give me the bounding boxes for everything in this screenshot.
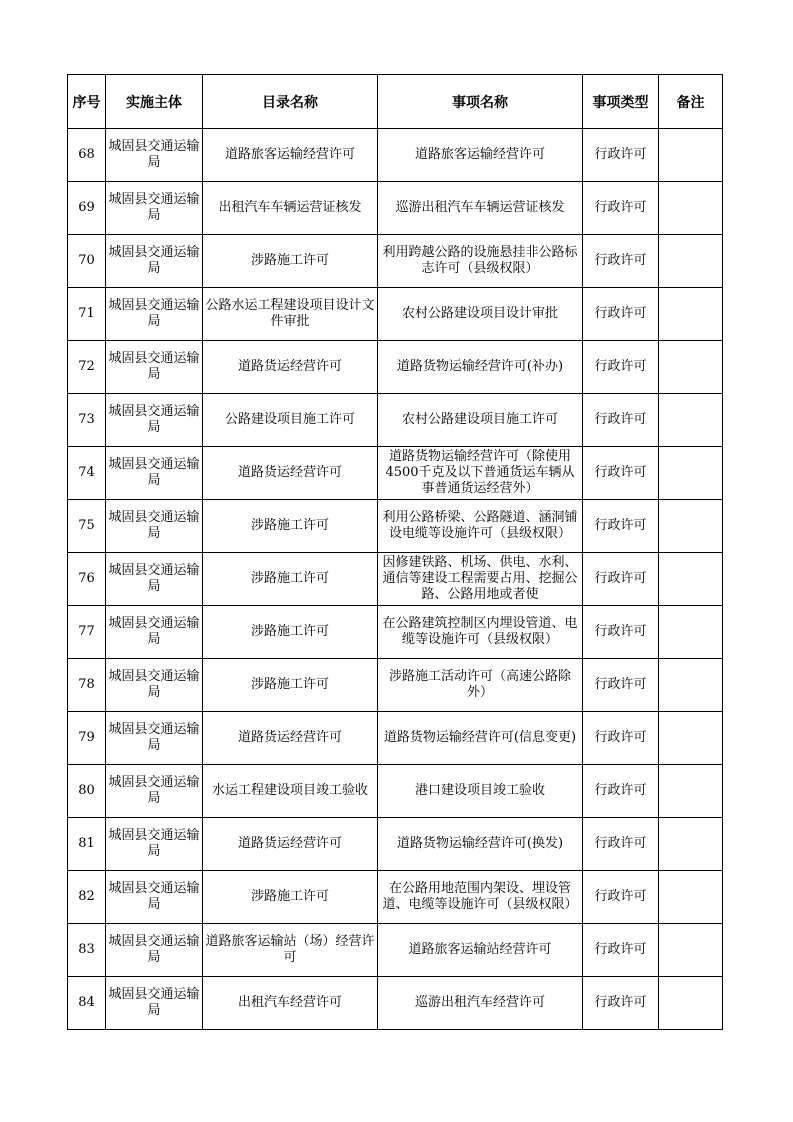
table-row xyxy=(68,129,723,182)
cell-implementing-body-text: 城固县交通运输局 xyxy=(108,616,200,647)
cell-catalog-name xyxy=(203,818,378,871)
cell-item-type-text: 行政许可 xyxy=(594,147,647,162)
cell-index xyxy=(68,818,106,871)
cell-catalog-name-text: 出租汽车经营许可 xyxy=(237,995,342,1010)
cell-implementing-body-text: 城固县交通运输局 xyxy=(108,987,200,1018)
cell-item-type xyxy=(583,606,659,659)
header-remarks: 备注 xyxy=(659,75,723,129)
cell-item-type-text: 行政许可 xyxy=(594,730,647,745)
cell-catalog-name xyxy=(203,235,378,288)
cell-remarks xyxy=(659,659,723,712)
table-row xyxy=(68,712,723,765)
cell-index-text: 80 xyxy=(78,783,95,798)
cell-remarks xyxy=(659,235,723,288)
cell-index xyxy=(68,659,106,712)
cell-item-type-text: 行政许可 xyxy=(594,942,647,957)
cell-item-type xyxy=(583,712,659,765)
cell-item-type-text: 行政许可 xyxy=(594,889,647,904)
cell-remarks xyxy=(659,712,723,765)
cell-catalog-name-text: 公路建设项目施工许可 xyxy=(224,412,355,427)
cell-catalog-name-text: 涉路施工许可 xyxy=(250,253,329,268)
cell-catalog-name xyxy=(203,871,378,924)
cell-item-type-text: 行政许可 xyxy=(594,995,647,1010)
cell-item-type xyxy=(583,871,659,924)
cell-implementing-body xyxy=(106,553,203,606)
cell-remarks xyxy=(659,606,723,659)
cell-remarks xyxy=(659,129,723,182)
header-index: 序号 xyxy=(68,75,106,129)
cell-catalog-name xyxy=(203,606,378,659)
cell-remarks xyxy=(659,394,723,447)
cell-catalog-name-text: 道路旅客运输经营许可 xyxy=(224,147,355,162)
cell-item-type xyxy=(583,500,659,553)
header-catalog-name: 目录名称 xyxy=(203,75,378,129)
cell-catalog-name-text: 道路旅客运输站（场）经营许可 xyxy=(205,934,375,965)
table-header xyxy=(68,75,723,129)
cell-remarks xyxy=(659,182,723,235)
table-row xyxy=(68,871,723,924)
cell-item-name-text: 道路旅客运输经营许可 xyxy=(414,147,545,162)
cell-index xyxy=(68,606,106,659)
cell-index-text: 77 xyxy=(78,624,95,639)
cell-implementing-body xyxy=(106,924,203,977)
cell-item-type xyxy=(583,765,659,818)
cell-index-text: 72 xyxy=(78,359,95,374)
cell-index-text: 69 xyxy=(78,200,95,215)
cell-remarks xyxy=(659,447,723,500)
cell-item-name xyxy=(378,288,583,341)
cell-implementing-body-text: 城固县交通运输局 xyxy=(108,775,200,806)
header-item-type: 事项类型 xyxy=(583,75,659,129)
cell-item-type xyxy=(583,235,659,288)
cell-item-name-text: 道路货物运输经营许可(换发) xyxy=(396,836,564,851)
table-row xyxy=(68,447,723,500)
cell-item-name xyxy=(378,394,583,447)
cell-index-text: 79 xyxy=(78,730,95,745)
cell-item-type-text: 行政许可 xyxy=(594,836,647,851)
cell-index-text: 73 xyxy=(78,412,95,427)
cell-item-name xyxy=(378,235,583,288)
cell-implementing-body xyxy=(106,765,203,818)
cell-item-name-text: 利用跨越公路的设施悬挂非公路标志许可（县级权限） xyxy=(382,245,578,276)
cell-catalog-name-text: 水运工程建设项目竣工验收 xyxy=(211,783,368,798)
table-row xyxy=(68,553,723,606)
cell-remarks xyxy=(659,977,723,1030)
cell-item-name-text: 道路旅客运输站经营许可 xyxy=(408,942,552,957)
cell-index xyxy=(68,447,106,500)
cell-item-name xyxy=(378,447,583,500)
cell-item-type-text: 行政许可 xyxy=(594,359,647,374)
table-row xyxy=(68,341,723,394)
cell-index-text: 74 xyxy=(78,465,95,480)
cell-index xyxy=(68,712,106,765)
cell-catalog-name-text: 道路货运经营许可 xyxy=(237,359,342,374)
table-row xyxy=(68,182,723,235)
cell-index xyxy=(68,182,106,235)
table-body xyxy=(68,129,723,1030)
cell-item-type-text: 行政许可 xyxy=(594,306,647,321)
cell-index xyxy=(68,924,106,977)
cell-implementing-body xyxy=(106,818,203,871)
cell-item-type xyxy=(583,288,659,341)
cell-item-type xyxy=(583,659,659,712)
cell-index-text: 70 xyxy=(78,253,95,268)
cell-index xyxy=(68,341,106,394)
cell-catalog-name xyxy=(203,447,378,500)
cell-index xyxy=(68,235,106,288)
cell-item-name-text: 在公路建筑控制区内埋设管道、电缆等设施许可（县级权限） xyxy=(382,616,578,647)
cell-item-name xyxy=(378,871,583,924)
cell-item-type xyxy=(583,129,659,182)
cell-item-type-text: 行政许可 xyxy=(594,571,647,586)
cell-index-text: 83 xyxy=(78,942,95,957)
cell-item-name xyxy=(378,765,583,818)
cell-item-name-text: 巡游出租汽车车辆运营证核发 xyxy=(395,200,565,215)
cell-catalog-name xyxy=(203,659,378,712)
cell-item-name xyxy=(378,659,583,712)
cell-item-name-text: 因修建铁路、机场、供电、水利、通信等建设工程需要占用、挖掘公路、公路用地或者使 xyxy=(382,555,578,602)
cell-implementing-body-text: 城固县交通运输局 xyxy=(108,881,200,912)
table-row xyxy=(68,235,723,288)
cell-item-name-text: 农村公路建设项目施工许可 xyxy=(401,412,558,427)
cell-implementing-body xyxy=(106,977,203,1030)
cell-catalog-name xyxy=(203,977,378,1030)
cell-remarks xyxy=(659,924,723,977)
table-row xyxy=(68,818,723,871)
cell-item-name xyxy=(378,341,583,394)
cell-catalog-name xyxy=(203,500,378,553)
cell-implementing-body xyxy=(106,235,203,288)
cell-item-name-text: 农村公路建设项目设计审批 xyxy=(401,306,558,321)
cell-catalog-name xyxy=(203,712,378,765)
table-row xyxy=(68,977,723,1030)
header-item-name: 事项名称 xyxy=(378,75,583,129)
cell-index-text: 76 xyxy=(78,571,95,586)
cell-implementing-body-text: 城固县交通运输局 xyxy=(108,457,200,488)
cell-catalog-name-text: 涉路施工许可 xyxy=(250,571,329,586)
cell-catalog-name-text: 道路货运经营许可 xyxy=(237,730,342,745)
header-row xyxy=(68,75,723,129)
cell-catalog-name-text: 涉路施工许可 xyxy=(250,624,329,639)
cell-item-name-text: 涉路施工活动许可（高速公路除外） xyxy=(388,669,571,700)
cell-remarks xyxy=(659,288,723,341)
cell-item-type-text: 行政许可 xyxy=(594,624,647,639)
cell-remarks xyxy=(659,765,723,818)
cell-implementing-body xyxy=(106,871,203,924)
cell-implementing-body xyxy=(106,606,203,659)
cell-index-text: 78 xyxy=(78,677,95,692)
cell-implementing-body xyxy=(106,341,203,394)
cell-item-type-text: 行政许可 xyxy=(594,412,647,427)
table-row xyxy=(68,924,723,977)
cell-remarks xyxy=(659,818,723,871)
cell-item-type xyxy=(583,394,659,447)
cell-catalog-name-text: 公路水运工程建设项目设计文件审批 xyxy=(205,298,375,329)
cell-implementing-body-text: 城固县交通运输局 xyxy=(108,934,200,965)
cell-implementing-body-text: 城固县交通运输局 xyxy=(108,563,200,594)
cell-item-type-text: 行政许可 xyxy=(594,465,647,480)
cell-index-text: 75 xyxy=(78,518,95,533)
cell-implementing-body-text: 城固县交通运输局 xyxy=(108,669,200,700)
items-table xyxy=(67,74,723,1030)
cell-index xyxy=(68,129,106,182)
cell-catalog-name-text: 道路货运经营许可 xyxy=(237,465,342,480)
cell-item-type xyxy=(583,341,659,394)
header-implementing-body: 实施主体 xyxy=(106,75,203,129)
cell-implementing-body-text: 城固县交通运输局 xyxy=(108,139,200,170)
cell-index xyxy=(68,553,106,606)
cell-item-name-text: 巡游出租汽车经营许可 xyxy=(414,995,545,1010)
cell-remarks xyxy=(659,341,723,394)
table-row xyxy=(68,606,723,659)
cell-item-name-text: 在公路用地范围内架设、埋设管道、电缆等设施许可（县级权限） xyxy=(382,881,578,912)
cell-catalog-name xyxy=(203,924,378,977)
cell-implementing-body xyxy=(106,129,203,182)
table-row xyxy=(68,394,723,447)
table-row xyxy=(68,288,723,341)
cell-index xyxy=(68,765,106,818)
cell-implementing-body-text: 城固县交通运输局 xyxy=(108,722,200,753)
cell-index xyxy=(68,500,106,553)
cell-catalog-name-text: 涉路施工许可 xyxy=(250,677,329,692)
cell-item-type-text: 行政许可 xyxy=(594,518,647,533)
cell-index xyxy=(68,394,106,447)
cell-implementing-body-text: 城固县交通运输局 xyxy=(108,828,200,859)
table-row xyxy=(68,765,723,818)
cell-item-type xyxy=(583,818,659,871)
cell-catalog-name xyxy=(203,765,378,818)
cell-remarks xyxy=(659,553,723,606)
cell-item-type-text: 行政许可 xyxy=(594,253,647,268)
cell-item-type-text: 行政许可 xyxy=(594,200,647,215)
cell-item-name-text: 利用公路桥梁、公路隧道、涵洞铺设电缆等设施许可（县级权限） xyxy=(382,510,578,541)
cell-implementing-body xyxy=(106,500,203,553)
cell-implementing-body-text: 城固县交通运输局 xyxy=(108,192,200,223)
cell-item-type xyxy=(583,977,659,1030)
cell-item-name xyxy=(378,606,583,659)
cell-index-text: 71 xyxy=(78,306,95,321)
cell-implementing-body-text: 城固县交通运输局 xyxy=(108,510,200,541)
cell-catalog-name-text: 涉路施工许可 xyxy=(250,518,329,533)
cell-implementing-body-text: 城固县交通运输局 xyxy=(108,404,200,435)
cell-implementing-body xyxy=(106,447,203,500)
cell-item-name xyxy=(378,818,583,871)
cell-item-name xyxy=(378,977,583,1030)
cell-implementing-body xyxy=(106,182,203,235)
cell-index-text: 81 xyxy=(78,836,95,851)
cell-item-name xyxy=(378,129,583,182)
cell-index-text: 68 xyxy=(78,147,95,162)
cell-item-type-text: 行政许可 xyxy=(594,677,647,692)
cell-item-name xyxy=(378,712,583,765)
cell-implementing-body xyxy=(106,712,203,765)
cell-implementing-body xyxy=(106,659,203,712)
cell-index xyxy=(68,288,106,341)
cell-catalog-name-text: 涉路施工许可 xyxy=(250,889,329,904)
cell-item-type xyxy=(583,553,659,606)
table-row xyxy=(68,659,723,712)
cell-catalog-name xyxy=(203,288,378,341)
table-row xyxy=(68,500,723,553)
cell-index-text: 82 xyxy=(78,889,95,904)
cell-item-name-text: 道路货物运输经营许可(补办) xyxy=(396,359,564,374)
cell-index xyxy=(68,871,106,924)
cell-implementing-body xyxy=(106,288,203,341)
cell-item-type xyxy=(583,182,659,235)
cell-catalog-name-text: 道路货运经营许可 xyxy=(237,836,342,851)
cell-item-type xyxy=(583,924,659,977)
cell-item-type-text: 行政许可 xyxy=(594,783,647,798)
cell-item-name xyxy=(378,500,583,553)
cell-item-name xyxy=(378,924,583,977)
cell-item-type xyxy=(583,447,659,500)
cell-catalog-name-text: 出租汽车车辆运营证核发 xyxy=(218,200,362,215)
cell-item-name-text: 港口建设项目竣工验收 xyxy=(414,783,545,798)
cell-item-name-text: 道路货物运输经营许可(信息变更) xyxy=(383,730,577,745)
cell-remarks xyxy=(659,871,723,924)
cell-catalog-name xyxy=(203,341,378,394)
cell-implementing-body-text: 城固县交通运输局 xyxy=(108,245,200,276)
cell-item-name xyxy=(378,553,583,606)
cell-implementing-body-text: 城固县交通运输局 xyxy=(108,298,200,329)
cell-catalog-name xyxy=(203,182,378,235)
cell-item-name xyxy=(378,182,583,235)
cell-catalog-name xyxy=(203,394,378,447)
cell-implementing-body-text: 城固县交通运输局 xyxy=(108,351,200,382)
cell-catalog-name xyxy=(203,553,378,606)
cell-remarks xyxy=(659,500,723,553)
cell-item-name-text: 道路货物运输经营许可（除使用4500千克及以下普通货运车辆从事普通货运经营外） xyxy=(385,449,575,496)
cell-implementing-body xyxy=(106,394,203,447)
cell-catalog-name xyxy=(203,129,378,182)
cell-index xyxy=(68,977,106,1030)
cell-index-text: 84 xyxy=(78,995,95,1010)
